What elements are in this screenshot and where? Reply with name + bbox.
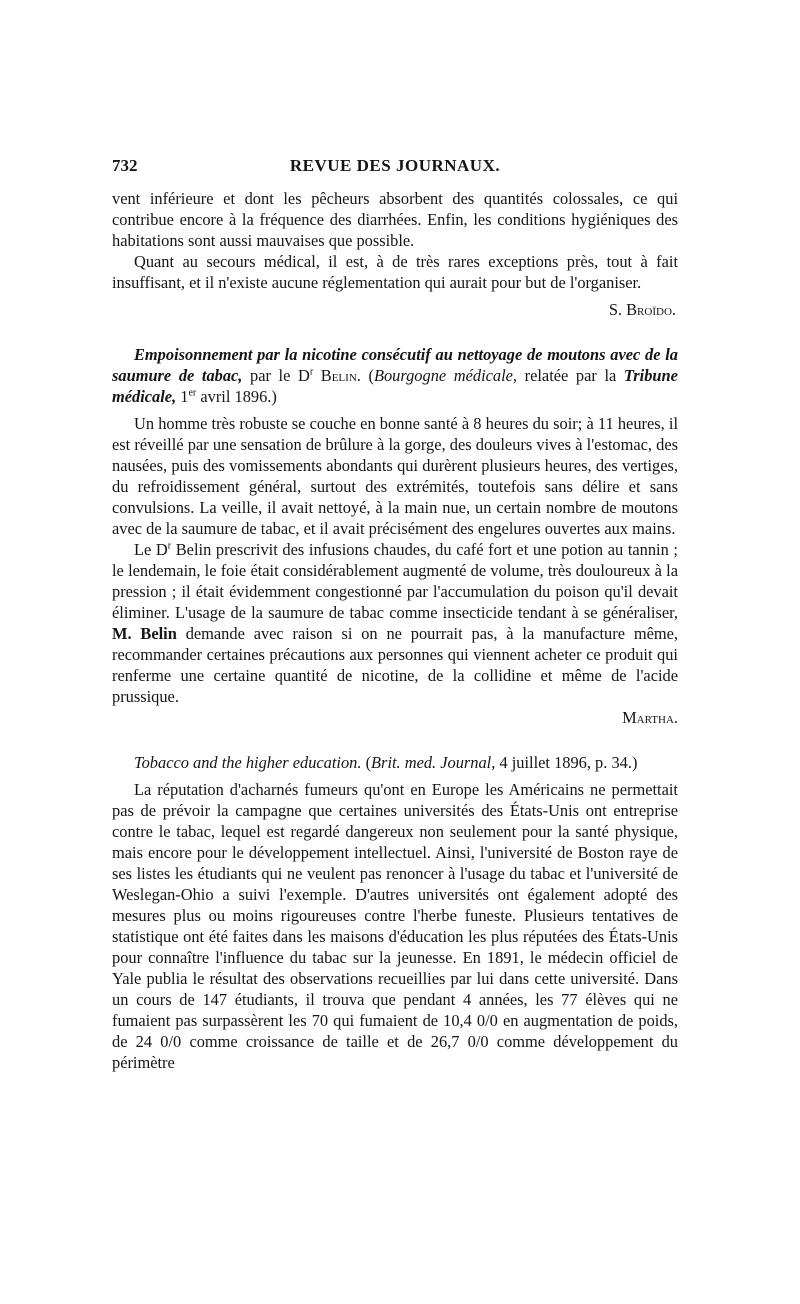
- article2-paragraph-2: [112, 539, 678, 707]
- article1-signature: S. Broïdo.: [608, 300, 676, 319]
- article2-title-source: Bourgogne médicale,: [373, 366, 518, 385]
- page-number: 732: [112, 156, 138, 175]
- article3-title-main: Tobacco and the higher education.: [134, 753, 362, 772]
- article3-title-rest: 4 juillet 1896, p. 34.): [499, 753, 638, 772]
- article2-paragraph-2-sup: r: [167, 540, 172, 552]
- article2-paragraph-2-end: demande avec raison si on ne pourrait pas, à la manufacture même, recommander certaines précautions aux personnes qui viennent acheter ce produit qui renferme une certaine quantité de nicotine, de la collidine et même de l'acide prussique.: [112, 624, 678, 706]
- article2-title-relatee: relatée par la: [524, 366, 617, 385]
- article2-title-by: par le D: [250, 366, 310, 385]
- page-header: [112, 156, 678, 180]
- article2-paragraph-1: Un homme très robuste se couche en bonne santé à 8 heures du soir; à 11 heures, il est réveillé par une sensation de brûlure à la gorge, des douleurs vives à l'estomac, des nausées, puis des vomissements abondants qui durèrent plusieurs heures, des vertiges, du refroidissement général, surtout des extrémités, toutefois sans délire et sans convulsions. La veille, il avait nettoyé, à la main nue, un certain nombre de moutons avec de la saumure de tabac, et il avait précisément des engelures ouvertes aux mains.: [112, 414, 678, 538]
- article3-title: [112, 752, 678, 773]
- article2-title-source-open: (: [368, 366, 374, 385]
- article3-title-source: Brit. med. Journal,: [371, 753, 496, 772]
- article1-paragraph-1: vent inférieure et dont les pêcheurs absorbent des quantités colossales, ce qui contribue encore à la fréquence des diarrhées. Enfin, les conditions hygiéniques des habitations sont aussi mauvaises que possible.: [112, 189, 678, 250]
- article2-title-date-post: avril 1896.): [200, 387, 277, 406]
- article2-title-main: Empoisonnement par la nicotine consécutif au nettoyage de moutons avec de la saumure de tabac,: [112, 345, 678, 385]
- article1-paragraph-2: Quant au secours médical, il est, à de très rares exceptions près, tout à fait insuffisant, et il n'existe aucune réglementation qui aurait pour but de l'organiser.: [112, 252, 678, 292]
- article2-title-date-sup: er: [188, 387, 197, 399]
- article2-title-author: Belin.: [320, 366, 361, 385]
- running-title: REVUE DES JOURNAUX.: [289, 156, 501, 175]
- article3-paragraph-1: La réputation d'acharnés fumeurs qu'ont en Europe les Américains ne permettait pas de prévoir la campagne que certaines universités des États-Unis ont entreprise contre le tabac, lequel est regardé dangereux non seulement pour la santé physique, mais encore pour le développement intellectuel. Ainsi, l'université de Boston raye de ses listes les étudiants qui ne veulent pas renoncer à l'usage du tabac et l'université de Weslegan-Ohio a suivi l'exemple. D'autres universités ont également adopté des mesures plus ou moins rigoureuses contre l'herbe funeste. Plusieurs tentatives de statistique ont été faites dans les maisons d'éducation les plus réputées des États-Unis pour connaître l'influence du tabac sur la jeunesse. En 1891, le médecin officiel de Yale publia le résultat des observations recueillies par lui dans cette université. Dans un cours de 147 étudiants, il trouva que pendant 4 années, les 77 élèves qui ne fumaient pas surpassèrent les 70 qui fumaient de 10,4 0/0 en augmentation de poids, de 24 0/0 comme croissance de taille et de 26,7 0/0 comme développement du périmètre: [112, 780, 678, 1072]
- article2-paragraph-2-m: M. Belin: [112, 624, 177, 643]
- article2-title-by-sup: r: [309, 366, 314, 378]
- article2-title-tribune: Tribune médicale,: [112, 366, 678, 406]
- article2-paragraph-2-pre: Le D: [134, 540, 168, 559]
- article2-title: [112, 344, 678, 407]
- article2-signature: Martha.: [622, 708, 678, 727]
- article3-title-source-open: (: [365, 753, 372, 772]
- article2-paragraph-2-body: Belin prescrivit des infusions chaudes, du café fort et une potion au tannin ; le lendemain, le foie était considérablement augmenté de volume, très douloureux à la pression ; il était évidemment congestionné par l'accumulation du poison qu'il devait éliminer. L'usage de la saumure de tabac comme insecticide tendant à se généraliser,: [112, 540, 678, 622]
- article2-title-date-pre: 1: [180, 387, 189, 406]
